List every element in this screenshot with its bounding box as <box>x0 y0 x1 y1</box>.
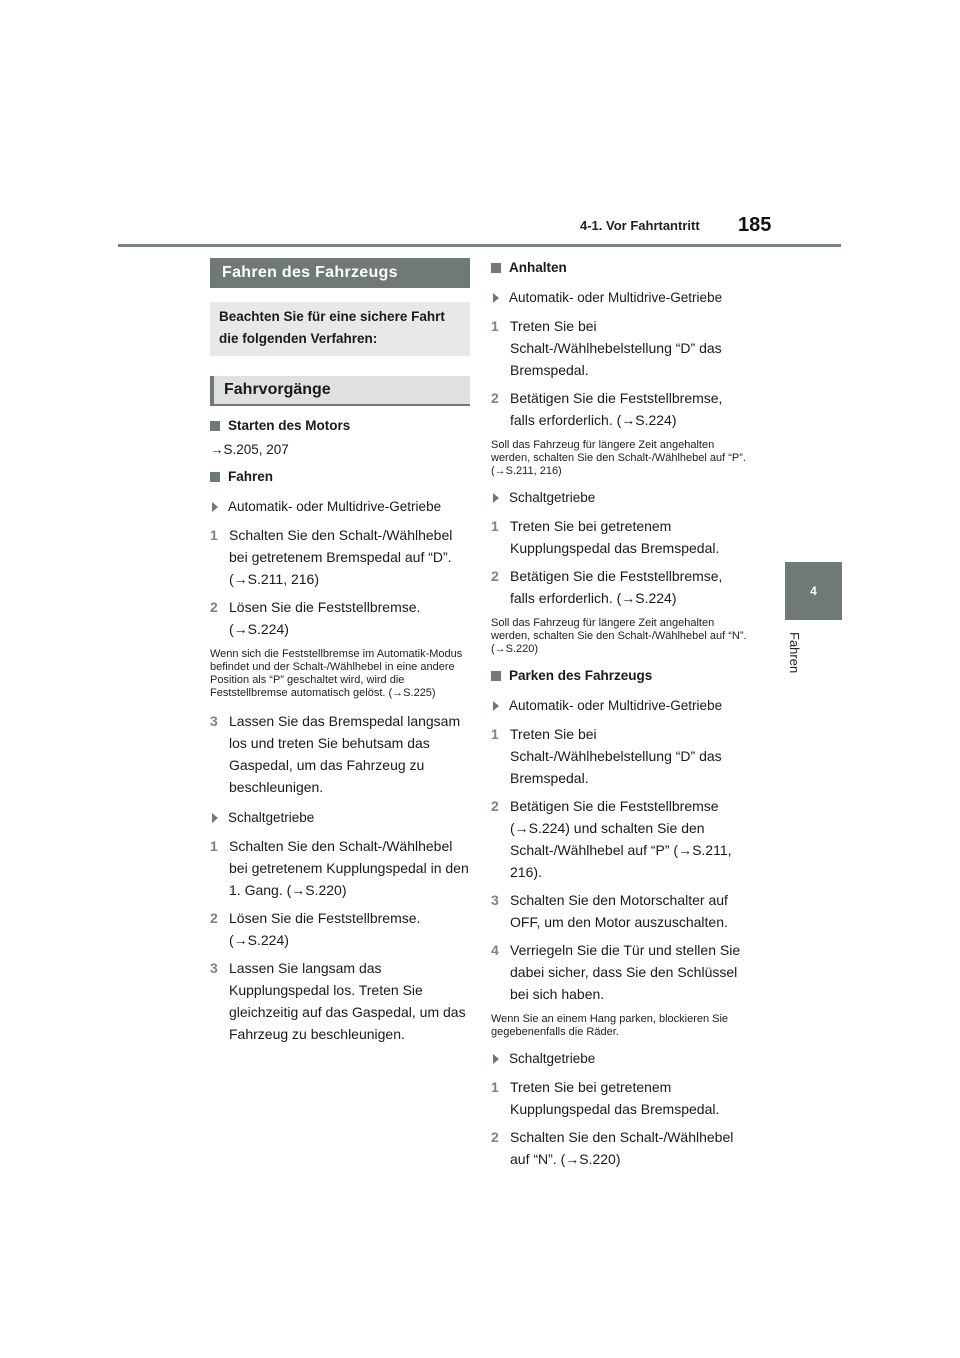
main-title: Fahren des Fahrzeugs <box>210 258 470 288</box>
step-item <box>491 315 751 381</box>
step-item <box>210 524 470 590</box>
note-text: Soll das Fahrzeug für längere Zeit angehalten werden, schalten Sie den Schalt-/Wählhebel auf “N”. (→S.220) <box>491 617 747 655</box>
variant-automatic <box>491 288 751 308</box>
step-text: Treten Sie bei Schalt-/Wählhebelstellung “D” das Bremspedal. <box>510 318 722 378</box>
step-text: Schalten Sie den Motorschalter auf OFF, um den Motor auszuschalten. <box>510 892 728 930</box>
variant-text: Automatik- oder Multidrive-Getriebe <box>228 499 442 514</box>
step-number: 1 <box>210 838 218 854</box>
triangle-bullet-icon <box>212 813 218 823</box>
step-item <box>491 795 751 883</box>
step-item <box>210 596 470 640</box>
step-text: Lassen Sie das Bremspedal langsam los und treten Sie behutsam das Gaspedal, um das Fahrzeug zu beschleunigen. <box>229 713 461 795</box>
step-text: Schalten Sie den Schalt-/Wählhebel auf “N”. (→S.220) <box>510 1129 734 1167</box>
step-item <box>491 939 751 1005</box>
heading-text: Fahren <box>228 469 274 484</box>
triangle-bullet-icon <box>493 493 499 503</box>
square-bullet-icon <box>210 472 220 482</box>
chapter-tab[interactable]: 4 <box>785 562 842 620</box>
step-item <box>491 387 751 431</box>
page-reference[interactable]: →S.205, 207 <box>210 442 289 457</box>
variant-manual <box>210 808 470 828</box>
step-item <box>491 1126 751 1170</box>
step-item <box>491 565 751 609</box>
triangle-bullet-icon <box>493 293 499 303</box>
subsection-title: Fahrvorgänge <box>210 376 470 406</box>
variant-text: Schaltgetriebe <box>228 810 315 825</box>
step-number: 2 <box>491 390 499 406</box>
note-text: Soll das Fahrzeug für längere Zeit angehalten werden, schalten Sie den Schalt-/Wählhebel auf “P”. (→S.211, 216) <box>491 439 746 477</box>
step-number: 3 <box>491 892 499 908</box>
step-item <box>210 957 470 1045</box>
step-item <box>491 515 751 559</box>
heading-parking <box>491 666 751 686</box>
step-text: Lösen Sie die Feststellbremse. (→S.224) <box>229 599 421 637</box>
step-text: Betätigen Sie die Feststellbremse, falls erforderlich. (→S.224) <box>510 568 723 606</box>
variant-text: Schaltgetriebe <box>509 1051 596 1066</box>
intro-box: Beachten Sie für eine sichere Fahrt die folgenden Verfahren: <box>210 302 470 356</box>
step-item <box>491 723 751 789</box>
square-bullet-icon <box>210 421 220 431</box>
step-text: Betätigen Sie die Feststellbremse, falls erforderlich. (→S.224) <box>510 390 723 428</box>
heading-text: Starten des Motors <box>228 418 351 433</box>
triangle-bullet-icon <box>493 701 499 711</box>
step-text: Verriegeln Sie die Tür und stellen Sie dabei sicher, dass Sie den Schlüssel bei sich haben. <box>510 942 741 1002</box>
variant-text: Automatik- oder Multidrive-Getriebe <box>509 290 723 305</box>
variant-text: Schaltgetriebe <box>509 490 596 505</box>
variant-manual <box>491 1049 751 1069</box>
step-number: 1 <box>210 527 218 543</box>
step-number: 3 <box>210 713 218 729</box>
step-item <box>210 710 470 798</box>
heading-text: Anhalten <box>509 260 567 275</box>
right-column <box>491 258 751 1176</box>
step-item <box>210 835 470 901</box>
step-number: 1 <box>491 518 499 534</box>
page-number: 185 <box>738 214 772 236</box>
section-title: 4-1. Vor Fahrtantritt <box>580 218 700 233</box>
step-number: 1 <box>491 726 499 742</box>
step-number: 2 <box>210 599 218 615</box>
triangle-bullet-icon <box>493 1054 499 1064</box>
square-bullet-icon <box>491 671 501 681</box>
triangle-bullet-icon <box>212 502 218 512</box>
step-number: 1 <box>491 1079 499 1095</box>
step-text: Betätigen Sie die Feststellbremse (→S.224) und schalten Sie den Schalt-/Wählhebel auf “P” (→S.211, 216). <box>510 798 732 880</box>
variant-automatic <box>491 696 751 716</box>
variant-automatic <box>210 497 470 517</box>
heading-driving <box>210 467 470 487</box>
heading-text: Parken des Fahrzeugs <box>509 668 653 683</box>
step-item <box>491 1076 751 1120</box>
step-number: 2 <box>491 798 499 814</box>
step-text: Lösen Sie die Feststellbremse. (→S.224) <box>229 910 421 948</box>
variant-text: Automatik- oder Multidrive-Getriebe <box>509 698 723 713</box>
square-bullet-icon <box>491 263 501 273</box>
step-number: 2 <box>491 568 499 584</box>
heading-stopping <box>491 258 751 278</box>
step-item <box>491 889 751 933</box>
variant-manual <box>491 488 751 508</box>
header-rule <box>118 244 841 247</box>
step-number: 4 <box>491 942 499 958</box>
step-text: Treten Sie bei Schalt-/Wählhebelstellung “D” das Bremspedal. <box>510 726 722 786</box>
left-column <box>210 258 470 1051</box>
step-text: Lassen Sie langsam das Kupplungspedal los. Treten Sie gleichzeitig auf das Gaspedal, um das Fahrzeug zu beschleunigen. <box>229 960 466 1042</box>
note-text: Wenn sich die Feststellbremse im Automatik-Modus befindet und der Schalt-/Wählhebel in eine andere Position als “P” geschaltet wird, wird die Feststellbremse automatisch gelöst. (→S.225) <box>210 648 463 699</box>
chapter-label: Fahren <box>787 632 802 674</box>
note-text: Wenn Sie an einem Hang parken, blockieren Sie gegebenenfalls die Räder. <box>491 1013 729 1038</box>
step-text: Schalten Sie den Schalt-/Wählhebel bei getretenem Kupplungspedal in den 1. Gang. (→S.220) <box>229 838 469 898</box>
heading-start-engine <box>210 416 470 436</box>
step-number: 2 <box>491 1129 499 1145</box>
step-text: Treten Sie bei getretenem Kupplungspedal das Bremspedal. <box>510 1079 720 1117</box>
step-item <box>210 907 470 951</box>
step-text: Schalten Sie den Schalt-/Wählhebel bei getretenem Bremspedal auf “D”. (→S.211, 216) <box>229 527 453 587</box>
step-number: 1 <box>491 318 499 334</box>
step-number: 3 <box>210 960 218 976</box>
step-number: 2 <box>210 910 218 926</box>
step-text: Treten Sie bei getretenem Kupplungspedal das Bremspedal. <box>510 518 720 556</box>
